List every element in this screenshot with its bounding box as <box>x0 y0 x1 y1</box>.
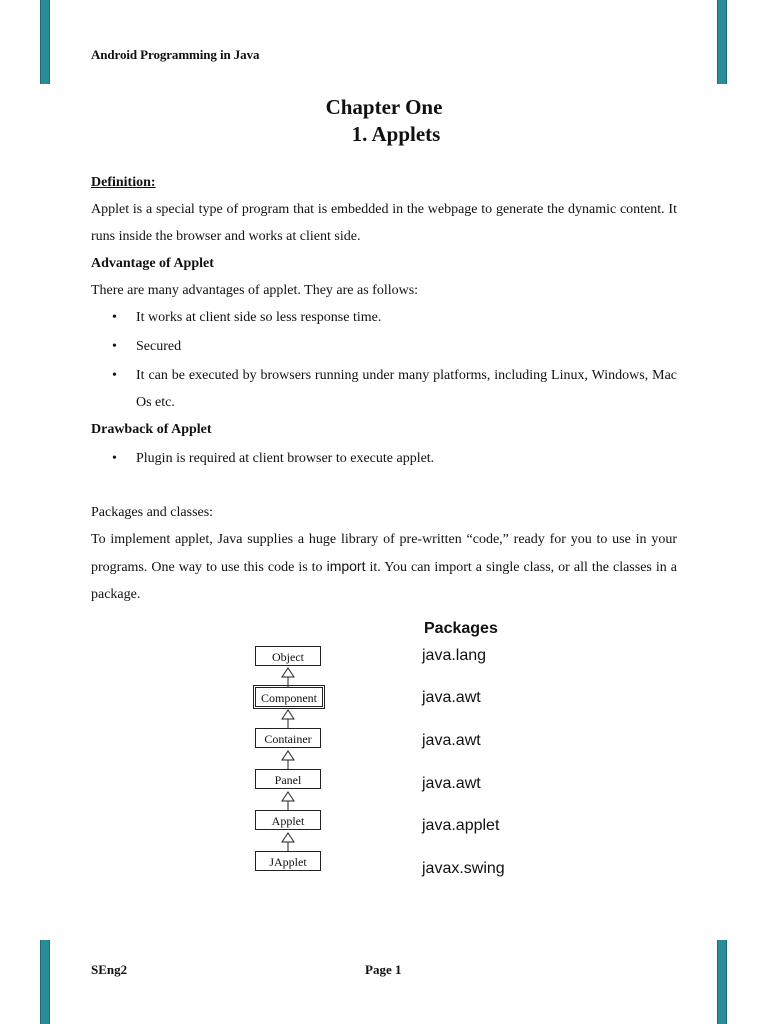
drawbacks-heading: Drawback of Applet <box>91 422 212 437</box>
page-border-top-right <box>717 0 727 84</box>
footer-course: SEng2 <box>91 962 128 977</box>
definition-text: Applet is a special type of program that is embedded in the webpage to generate the dynamic content. It runs inside the browser and works at client side. <box>91 202 677 244</box>
bullet-icon: • <box>112 310 117 325</box>
page-border-bottom-left <box>40 940 50 1024</box>
advantages-heading: Advantage of Applet <box>91 256 214 271</box>
package-label: java.awt <box>422 689 481 706</box>
import-keyword: import <box>326 558 366 574</box>
class-box-japplet: JApplet <box>255 851 321 871</box>
running-header: Android Programming in Java <box>91 47 260 62</box>
packages-text-part: To implement applet, Java supplies a huge library of pre-written “code,” ready for you to use in your programs. One way to use this code is to <box>91 532 677 575</box>
packages-heading: Packages and classes: <box>91 505 214 520</box>
inheritance-arrows <box>248 640 328 880</box>
bullet-icon: • <box>112 368 117 383</box>
page-border-bottom-right <box>717 940 727 1024</box>
list-item-text: It can be executed by browsers running under many platforms, including Linux, Windows, Mac Os etc. <box>136 368 677 410</box>
list-item-text: It works at client side so less response time. <box>136 310 382 325</box>
list-item <box>91 333 677 360</box>
package-label: java.applet <box>422 817 500 834</box>
class-box-applet: Applet <box>255 810 321 830</box>
package-label: java.awt <box>422 775 481 792</box>
class-box-component: Component <box>255 687 323 707</box>
package-label: javax.swing <box>422 860 505 877</box>
list-item-text: Plugin is required at client browser to execute applet. <box>136 451 435 466</box>
list-item <box>91 362 677 416</box>
advantages-intro: There are many advantages of applet. They are as follows: <box>91 283 419 298</box>
page-number: Page 1 <box>365 962 402 977</box>
chapter-title: Chapter One <box>325 95 443 119</box>
class-box-container: Container <box>255 728 321 748</box>
bullet-icon: • <box>112 451 117 466</box>
page-border-top-left <box>40 0 50 84</box>
class-box-panel: Panel <box>255 769 321 789</box>
class-hierarchy-diagram <box>248 640 328 880</box>
main-content <box>91 169 677 608</box>
package-label: java.lang <box>422 647 487 664</box>
list-item-text: Secured <box>136 339 182 354</box>
chapter-subtitle: 1. Applets <box>351 122 441 146</box>
package-label: java.awt <box>422 732 481 749</box>
packages-text-part: it. You can import a single class, or all the classes in a package. <box>91 560 677 602</box>
packages-text <box>91 526 677 608</box>
list-item <box>91 445 677 472</box>
definition-heading: Definition: <box>91 175 156 190</box>
bullet-icon: • <box>112 339 117 354</box>
list-item <box>91 304 677 331</box>
class-box-object: Object <box>255 646 321 666</box>
packages-title: Packages <box>424 620 498 637</box>
